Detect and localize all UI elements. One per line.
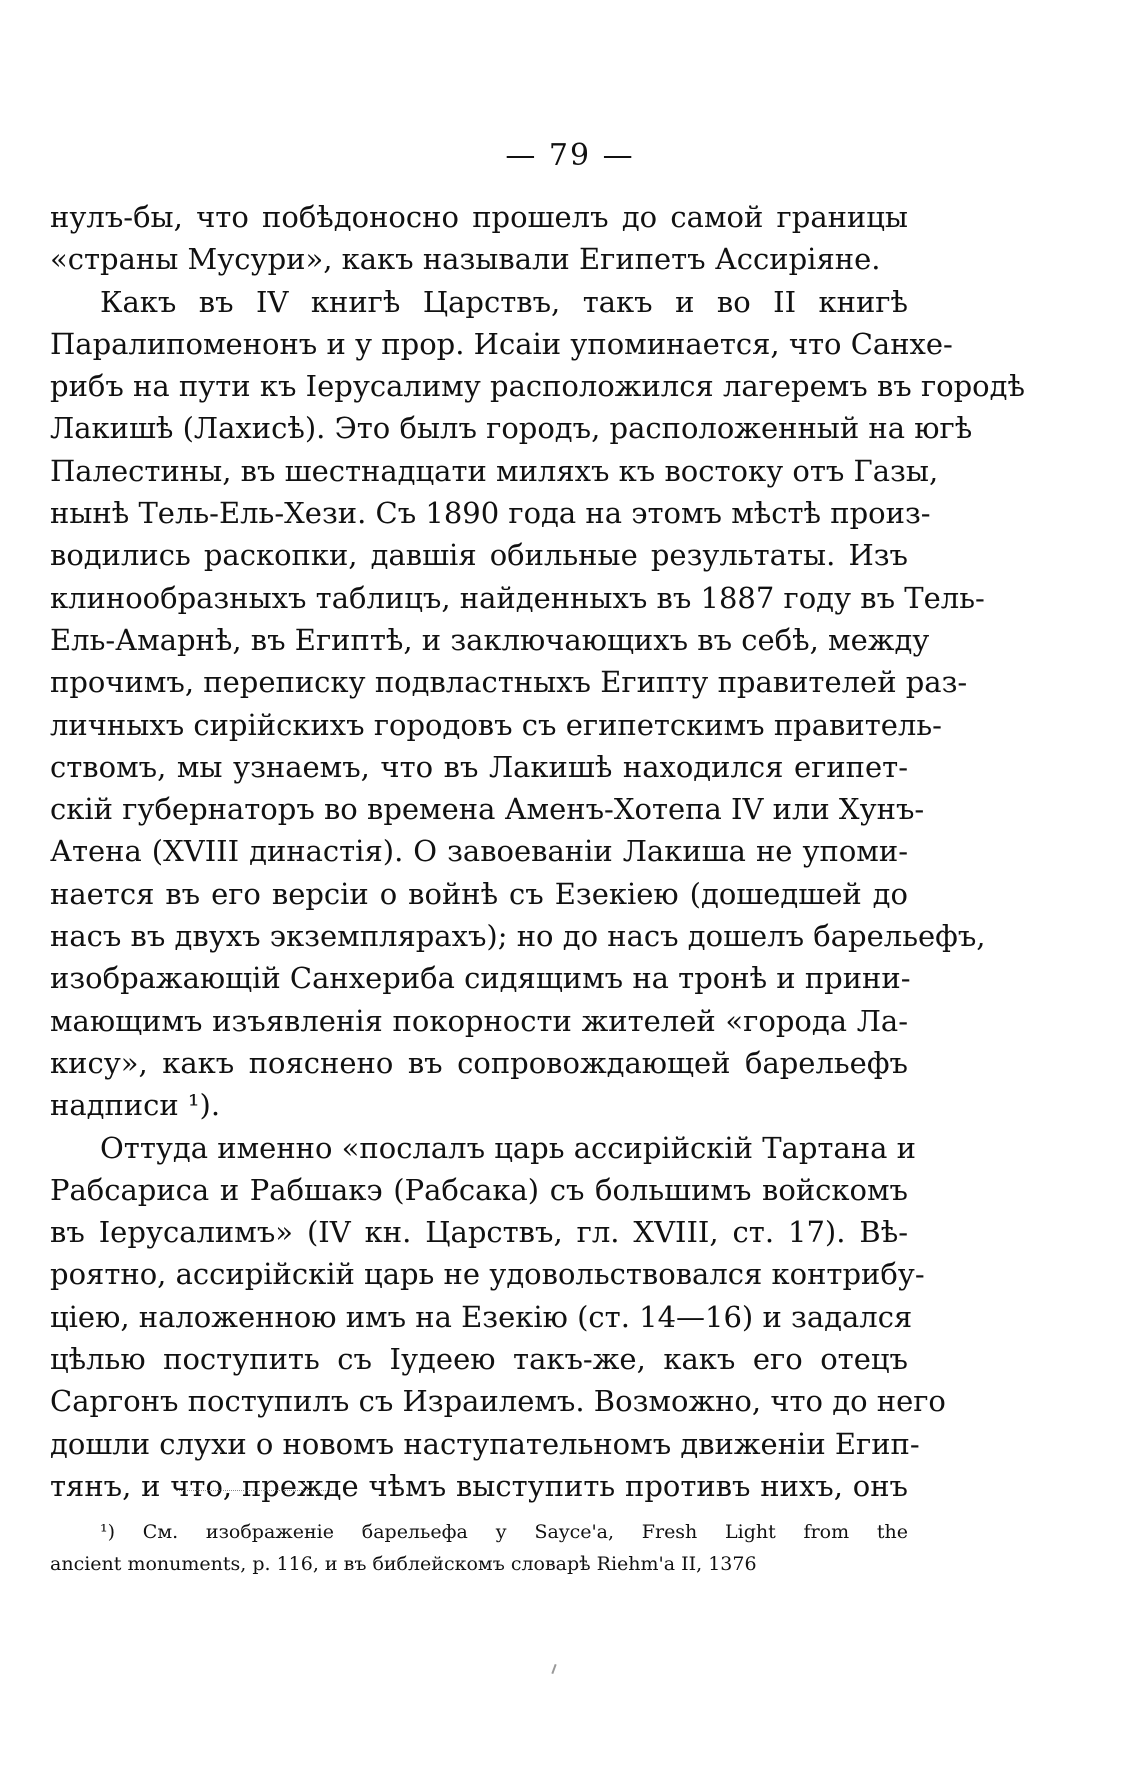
footnote-divider <box>176 1490 336 1491</box>
text-line: нается въ его версіи о войнѣ съ Езекіею (дошедшей до <box>50 876 908 911</box>
stray-mark <box>551 1664 556 1674</box>
text-line: нулъ-бы, что побѣдоносно прошелъ до самой границы <box>50 200 908 234</box>
text-line: надписи ¹). <box>50 1088 221 1123</box>
text-line: насъ въ двухъ экземплярахъ); но до насъ дошелъ барельефъ, <box>50 919 986 954</box>
text-line: Атена (XVIII династія). О завоеваніи Лакиша не упоми- <box>50 834 908 869</box>
text-line: дошли слухи о новомъ наступательномъ движеніи Егип- <box>50 1426 920 1461</box>
text-line: Ель-Амарнѣ, въ Египтѣ, и заключающихъ въ себѣ, между <box>50 622 930 657</box>
text-line: скій губернаторъ во времена Аменъ-Хотепа IV или Хунъ- <box>50 792 925 827</box>
text-line: Какъ въ IV книгѣ Царствъ, такъ и во II книгѣ <box>100 284 908 319</box>
text-line: цѣлью поступить съ Іудеею такъ-же, какъ его отецъ <box>50 1342 908 1377</box>
text-line: водились раскопки, давшія обильные результаты. Изъ <box>50 538 908 573</box>
text-line: прочимъ, переписку подвластныхъ Египту правителей раз- <box>50 665 968 700</box>
text-line: клинообразныхъ таблицъ, найденныхъ въ 1887 году въ Тель- <box>50 580 985 615</box>
text-line: Паралипоменонъ и у прор. Исаіи упоминается, что Санхе- <box>50 326 953 361</box>
text-line: тянъ, и что, прежде чѣмъ выступить противъ нихъ, онъ <box>50 1468 908 1503</box>
footnotes <box>50 1516 908 1580</box>
text-line: изображающій Санхериба сидящимъ на тронѣ и прини- <box>50 961 911 996</box>
text-line: нынѣ Тель-Ель-Хези. Съ 1890 года на этомъ мѣстѣ произ- <box>50 496 931 531</box>
text-line: въ Іерусалимъ» (IV кн. Царствъ, гл. XVIII, ст. 17). Вѣ- <box>50 1215 908 1250</box>
text-line: личныхъ сирійскихъ городовъ съ египетскимъ правитель- <box>50 707 942 742</box>
page-number: — 79 — <box>505 138 635 173</box>
body-text <box>50 196 1025 1507</box>
text-line: роятно, ассирійскій царь не удовольствовался контрибу- <box>50 1257 925 1292</box>
text-line: Рабсариса и Рабшакэ (Рабсака) съ большимъ войскомъ <box>50 1172 908 1207</box>
text-line: ствомъ, мы узнаемъ, что въ Лакишѣ находился египет- <box>50 749 908 784</box>
text-line: ціею, наложенною имъ на Езекію (ст. 14—16) и задался <box>50 1299 913 1334</box>
footnote-line: ¹) См. изображеніе барельефа у Sayce'a, Fresh Light from the <box>100 1521 908 1543</box>
text-line: мающимъ изъявленія покорности жителей «города Ла- <box>50 1003 908 1038</box>
text-line: Лакишѣ (Лахисѣ). Это былъ городъ, расположенный на югѣ <box>50 411 973 446</box>
text-line: рибъ на пути къ Іерусалиму расположился лагеремъ въ городѣ <box>50 369 1025 404</box>
text-line: кису», какъ пояснено въ сопровождающей барельефъ <box>50 1045 908 1080</box>
text-line: Саргонъ поступилъ съ Израилемъ. Возможно, что до него <box>50 1384 946 1419</box>
text-line: Палестины, въ шестнадцати миляхъ къ востоку отъ Газы, <box>50 453 939 488</box>
footnote-line: ancient monuments, p. 116, и въ библейскомъ словарѣ Riehm'a II, 1376 <box>50 1553 757 1575</box>
text-line: «страны Мусури», какъ называли Египетъ Ассиріяне. <box>50 242 881 277</box>
text-line: Оттуда именно «послалъ царь ассирійскій Тартана и <box>100 1130 916 1165</box>
